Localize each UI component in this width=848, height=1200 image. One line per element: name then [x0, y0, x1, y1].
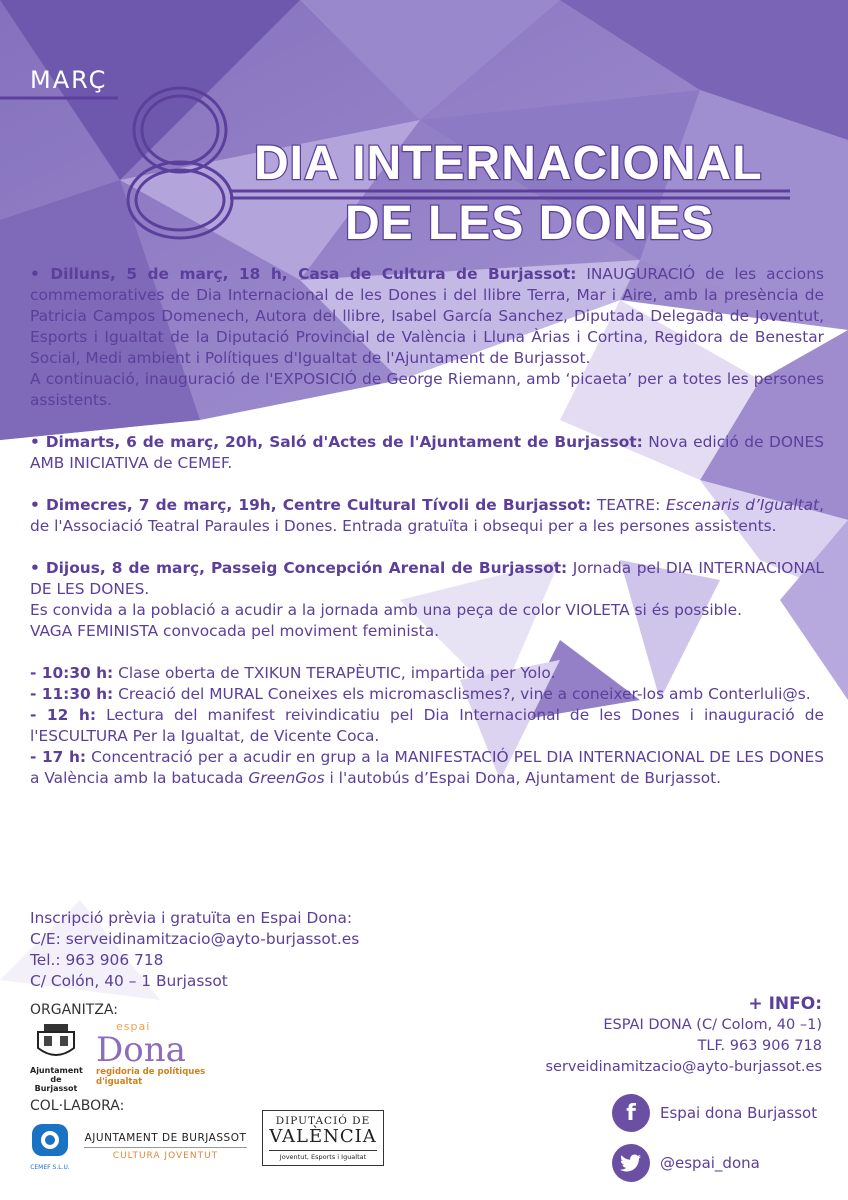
coat-of-arms-icon [30, 1022, 82, 1062]
cemef-logo [28, 1120, 72, 1171]
schedule-text: Concentració per a acudir en grup a la MANIFESTACIÓ PEL DIA INTERNACIONAL DE LES DONES a València amb la batucada [30, 748, 824, 787]
schedule-text-italic: GreenGos [248, 769, 325, 787]
social-links [612, 1094, 817, 1194]
diputacio-logo [262, 1110, 384, 1166]
schedule-time: - 10:30 h: [30, 664, 114, 682]
diputacio-line1: DIPUTACIÓ DE [275, 1115, 371, 1127]
ajuntament-text-1: Ajuntament [30, 1066, 83, 1075]
event-heading: • Dimecres, 7 de març, 19h, Centre Cultural Tívoli de Burjassot: [30, 496, 592, 514]
cemef-icon [28, 1120, 72, 1160]
dona-subtitle-1: regidoria de polítiques [96, 1067, 206, 1077]
dona-text: Dona [96, 1030, 186, 1070]
more-info-phone: TLF. 963 906 718 [697, 1038, 822, 1054]
more-info-address: ESPAI DONA (C/ Colom, 40 –1) [603, 1017, 822, 1033]
event-text: TEATRE: [591, 496, 666, 514]
page-title-line2: DE LES DONES [345, 197, 715, 250]
facebook-icon: f [612, 1094, 650, 1132]
registration-address: C/ Colón, 40 – 1 Burjassot [30, 972, 228, 990]
ajuntament-name: AJUNTAMENT DE BURJASSOT [84, 1132, 247, 1144]
event-text: INAUGURACIÓ de les accions commemoratives de Dia Internacional de les Dones i del llibre Terra, Mar i Aire, amb la presència de Patricia Campos Domenech, Autora del llibre, Isabel García Sanchez, Diputada Delegada de Joventut, Esports i Igualtat de la Diputació Provincial de València i Lluna Àrias i Cortina, Regidora de Benestar Social, Medi ambient i Polítiques d'Igualtat de l'Ajuntament de Burjassot. [30, 265, 824, 367]
organitza-label: ORGANITZA: [30, 1002, 118, 1018]
event-extra: Es convida a la població a acudir a la jornada amb una peça de color VIOLETA si és possible. [30, 601, 743, 619]
event-item [30, 432, 824, 474]
schedule-text: Clase oberta de TXIKUN TERAPÈUTIC, impartida per Yolo. [113, 664, 556, 682]
schedule-time: - 11:30 h: [30, 685, 114, 703]
schedule-item [30, 747, 824, 789]
twitter-label: @espai_dona [660, 1154, 760, 1172]
facebook-link[interactable] [612, 1094, 817, 1132]
event-heading: • Dijous, 8 de març, Passeig Concepción Arenal de Burjassot: [30, 559, 568, 577]
schedule-text: i l'autobús d’Espai Dona, Ajuntament de Burjassot. [324, 769, 722, 787]
schedule-item [30, 663, 824, 684]
event-extra: A continuació, inauguració de l'EXPOSICIÓ de George Riemann, amb ‘picaeta’ per a totes les persones assistents. [30, 370, 824, 409]
registration-info [30, 908, 359, 992]
ajuntament-sub: CULTURA JOVENTUT [112, 1151, 219, 1161]
cemef-label: CEMEF S.L.U. [30, 1164, 70, 1171]
event-extra: VAGA FEMINISTA convocada pel moviment feminista. [30, 622, 440, 640]
registration-email[interactable]: C/E: serveidinamitzacio@ayto-burjassot.es [30, 930, 360, 948]
month-label: MARÇ [30, 66, 108, 94]
twitter-link[interactable] [612, 1144, 817, 1182]
schedule-text: Lectura del manifest reivindicatiu pel Dia Internacional de les Dones i inauguració de l'ESCULTURA Per la Igualtat, de Vicente Coca. [30, 706, 824, 745]
event-text: Jornada pel DIA INTERNACIONAL DE LES DONES. [30, 559, 824, 598]
espai-dona-logo [96, 1020, 206, 1087]
registration-phone: Tel.: 963 906 718 [30, 951, 164, 969]
ajuntament-text-2: de Burjassot [34, 1075, 78, 1093]
ajuntament-logo [30, 1022, 82, 1093]
twitter-icon [612, 1144, 650, 1182]
schedule-item [30, 705, 824, 747]
event-text-italic: Escenaris d’Igualtat [666, 496, 820, 514]
event-list [30, 264, 824, 789]
more-info-email[interactable]: serveidinamitzacio@ayto-burjassot.es [545, 1059, 822, 1075]
event-text: Nova edició de DONES AMB INICIATIVA de CEMEF. [30, 433, 824, 472]
event-text: , de l'Associació Teatral Paraules i Dones. Entrada gratuïta i obsequi per a les persones assistents. [30, 496, 824, 535]
ajuntament-cultura-logo [78, 1132, 253, 1161]
event-item [30, 558, 824, 600]
more-info-heading: + INFO: [748, 994, 822, 1014]
schedule-text: Creació del MURAL Coneixes els micromasclismes?, vine a coneixer-los amb Conterluli@s. [113, 685, 811, 703]
diputacio-line2: VALÈNCIA [269, 1126, 377, 1147]
registration-intro: Inscripció prèvia i gratuïta en Espai Dona: [30, 909, 353, 927]
dona-subtitle-2: d'igualtat [96, 1077, 143, 1087]
diputacio-line3: Joventut, Esports i Igualtat [269, 1150, 377, 1161]
more-info [545, 994, 822, 1078]
event-item [30, 495, 824, 537]
page-title-line1: DIA INTERNACIONAL [254, 137, 763, 190]
schedule-list [30, 663, 824, 789]
schedule-time: - 17 h: [30, 748, 87, 766]
facebook-label: Espai dona Burjassot [660, 1104, 818, 1122]
event-heading: • Dimarts, 6 de març, 20h, Saló d'Actes de l'Ajuntament de Burjassot: [30, 433, 643, 451]
event-item [30, 264, 824, 369]
schedule-item [30, 684, 824, 705]
schedule-time: - 12 h: [30, 706, 97, 724]
collabora-label: COL·LABORA: [30, 1098, 125, 1114]
event-heading: • Dilluns, 5 de març, 18 h, Casa de Cultura de Burjassot: [30, 265, 577, 283]
espai-text: espai [116, 1020, 151, 1033]
